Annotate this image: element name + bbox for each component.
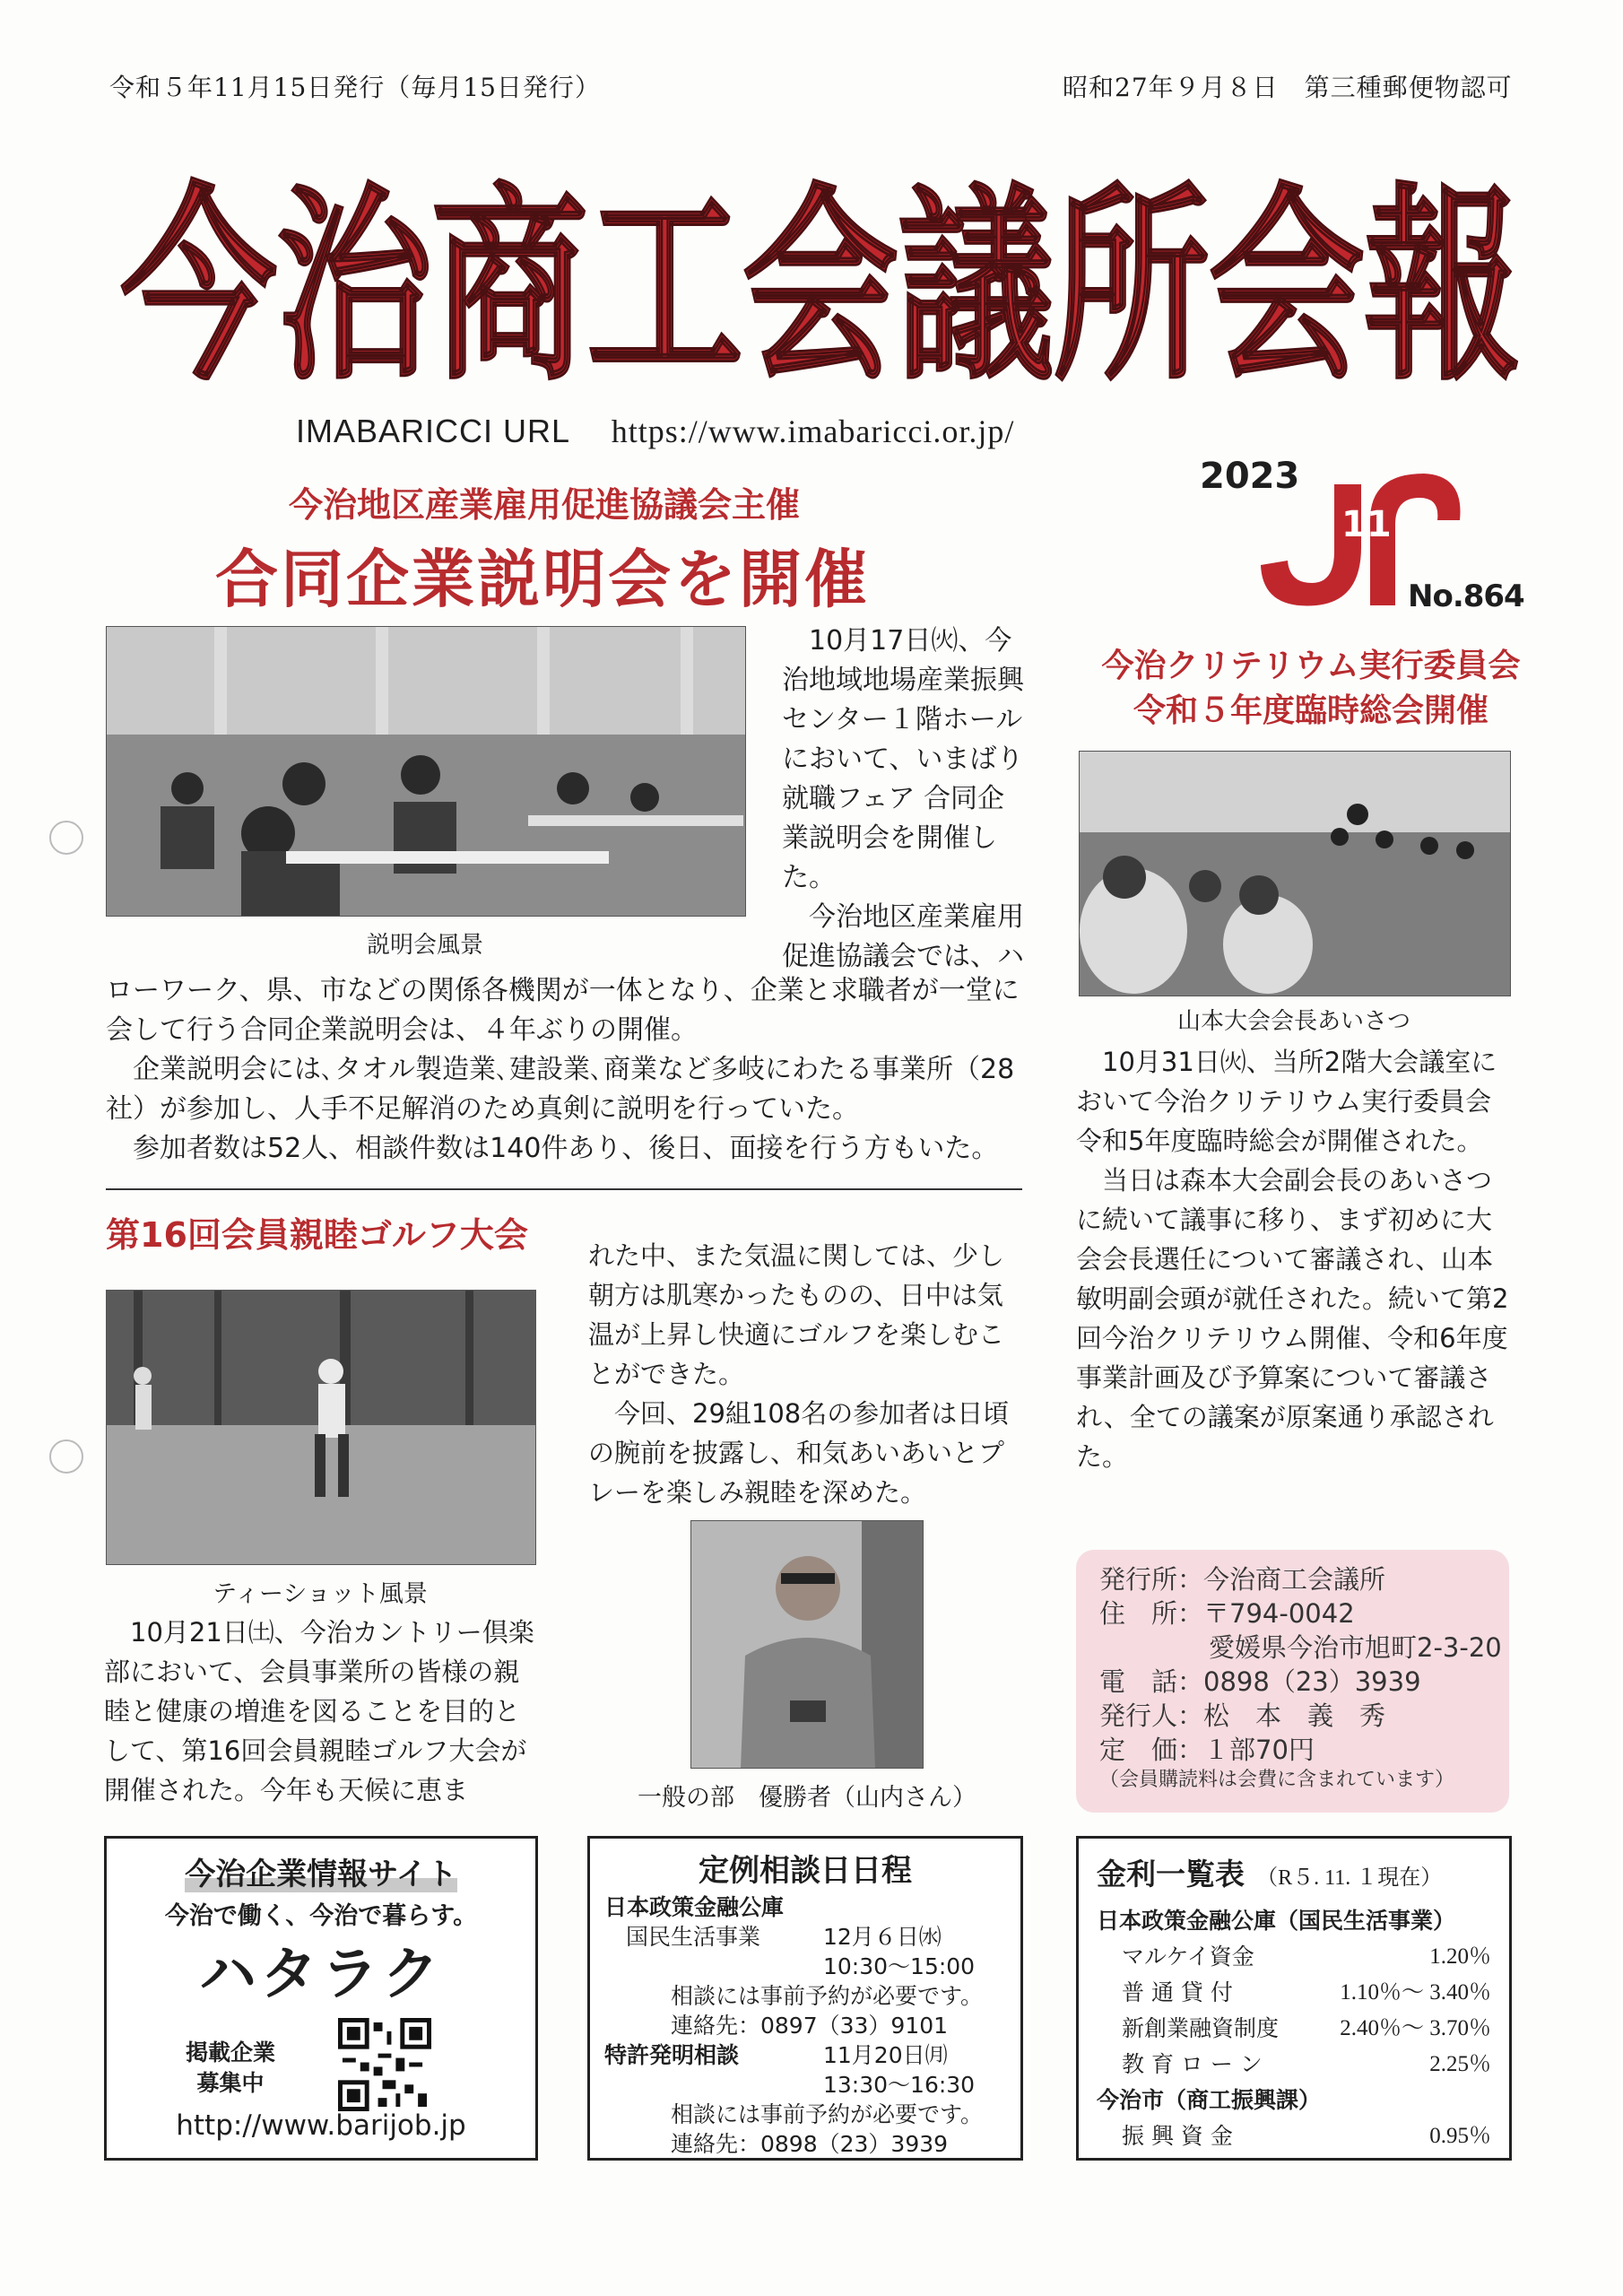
- consult-schedule-box: [587, 1836, 1023, 2161]
- rate-row: マルケイ資金 1.20％: [1122, 1944, 1491, 1970]
- consult-contact: 連絡先：0897（33）9101: [671, 2013, 949, 2039]
- issue-month: 11: [1341, 504, 1392, 545]
- criterium-title-line-2: 令和５年度臨時総会開催: [1133, 692, 1488, 729]
- url-label: IMABARICCI URL: [296, 413, 569, 449]
- golf-photo: [106, 1290, 536, 1565]
- fair-subtitle: 今治地区産業雇用促進協議会主催: [289, 485, 801, 525]
- golf-paragraph-3: 今回、29組108名の参加者は日頃の腕前を披露し、和気あいあいとプレーを楽しみ親睦を深めた。: [588, 1398, 1010, 1508]
- consult-title: 定例相談日日程: [699, 1853, 912, 1889]
- publisher-row: 住 所：〒794-0042: [1099, 1598, 1355, 1629]
- issue-date: 令和５年11月15日発行（毎月15日発行）: [109, 73, 601, 102]
- consult-list: [604, 1892, 1008, 2159]
- consult-time: 13:30～16:30: [823, 2072, 976, 2098]
- fair-line-3: 企業説明会には､タオル製造業､建設業､商業など多岐にわたる事業所（28: [133, 1054, 1015, 1085]
- postal-permit: 昭和27年９月８日 第三種郵便物認可: [1063, 73, 1513, 102]
- punch-hole-lower: [49, 1439, 83, 1474]
- publisher-row: 愛媛県今治市旭町2-3-20: [1209, 1632, 1502, 1663]
- golf-winner-photo: [690, 1520, 924, 1769]
- masthead-title-text: 今治商工会議所会報: [121, 166, 1520, 408]
- section-divider: [106, 1188, 1022, 1190]
- qr-code-icon[interactable]: [338, 2018, 431, 2111]
- rates-group-1: 日本政策金融公庫（国民生活事業）: [1097, 1908, 1456, 1934]
- hataraku-ad[interactable]: [104, 1836, 538, 2161]
- hataraku-brand: ハタラク: [199, 1942, 443, 2008]
- golf-right-text: [588, 1236, 1024, 1512]
- hataraku-heading: 今治企業情報サイト: [185, 1857, 457, 1892]
- publisher-row: 定 価：１部70円: [1099, 1735, 1315, 1765]
- criterium-title: [1069, 644, 1553, 734]
- fair-line-5: 参加者数は52人、相談件数は140件あり、後日、面接を行う方もいた。: [133, 1133, 999, 1164]
- fair-body: [106, 971, 1029, 1169]
- rate-row: 教 育 ロ ー ン 2.25％: [1122, 2051, 1491, 2077]
- golf-left-text: [104, 1613, 540, 1810]
- criterium-paragraph-2: 当日は森本大会副会長のあいさつに続いて議事に移り、まず初めに大会会長選任について審議され、山本敏明副会頭が就任された。続いて第2回今治クリテリウム開催、令和6年度事業計画及び予算案について審議され、全ての議案が原案通り承認された。: [1076, 1165, 1509, 1472]
- publisher-box: [1076, 1550, 1509, 1813]
- publisher-note: （会員購読料は会費に含まれています）: [1099, 1769, 1455, 1791]
- consult-time: 10:30～15:00: [823, 1953, 976, 1979]
- consult-contact: 連絡先：0898（23）3939: [671, 2131, 949, 2157]
- fair-side-text: [782, 622, 1026, 977]
- fair-paragraph-1: 10月17日㈫、今治地域地場産業振興センター１階ホールにおいて、いまばり就職フェア 合同企業説明会を開催した。: [782, 625, 1024, 893]
- consult-org: 日本政策金融公庫: [604, 1894, 785, 1920]
- consult-row: 国民生活事業 12月６日㈬: [626, 1924, 942, 1950]
- fair-title: 合同企業説明会を開催: [215, 542, 870, 616]
- fair-line-1: ローワーク、県、市などの関係各機関が一体となり、企業と求職者が一堂に: [106, 975, 1020, 1006]
- rates-asof: （R５. 11. １現在）: [1256, 1866, 1443, 1890]
- criterium-body: [1076, 1042, 1514, 1476]
- fair-paragraph-2: 今治地区産業雇用促進協議会では、ハ: [782, 901, 1024, 972]
- publisher-row: 電 話：0898（23）3939: [1099, 1666, 1421, 1697]
- rate-row: 新創業融資制度 2.40％～ 3.70％: [1122, 2015, 1491, 2041]
- rates-title: 金利一覧表: [1097, 1857, 1245, 1892]
- fair-photo: [106, 626, 746, 917]
- rates-table: [1097, 1903, 1491, 2154]
- punch-hole-upper: [49, 821, 83, 855]
- publisher-row: 発行所：今治商工会議所: [1099, 1564, 1386, 1595]
- criterium-photo-caption: 山本大会会長あいさつ: [1176, 1008, 1410, 1035]
- interest-rates-box: [1076, 1836, 1512, 2161]
- rates-header: [1097, 1851, 1442, 1893]
- consult-note: 相談には事前予約が必要です。: [671, 1983, 984, 2009]
- criterium-title-line-1: 今治クリテリウム実行委員会: [1101, 648, 1521, 684]
- rate-row: 振 興 資 金 0.95％: [1122, 2123, 1491, 2149]
- fair-line-2: 会して行う合同企業説明会は、４年ぶりの開催。: [106, 1014, 698, 1046]
- golf-paragraph-2: れた中、また気温に関しては、少し朝方は肌寒かったものの、日中は気温が上昇し快適にゴルフを楽しむことができた。: [588, 1240, 1005, 1389]
- hataraku-recruit: 掲載企業 募集中: [186, 2039, 276, 2096]
- criterium-photo: [1079, 751, 1511, 996]
- publisher-row: 発行人：松 本 義 秀: [1099, 1700, 1386, 1731]
- issue-number: No.864: [1408, 578, 1524, 614]
- hataraku-url[interactable]: http://www.barijob.jp: [176, 2109, 466, 2142]
- consult-row: 特許発明相談 11月20日㈪: [604, 2042, 948, 2068]
- issue-year: 2023: [1200, 456, 1300, 497]
- golf-photo-caption: ティーショット風景: [213, 1580, 428, 1608]
- golf-winner-caption: 一般の部 優勝者（山内さん）: [638, 1784, 976, 1812]
- hataraku-tagline: 今治で働く、今治で暮らす。: [164, 1902, 478, 1930]
- fair-photo-caption: 説明会風景: [366, 932, 483, 959]
- url-link[interactable]: https://www.imabaricci.or.jp/: [611, 413, 1015, 449]
- consult-note: 相談には事前予約が必要です。: [671, 2101, 984, 2127]
- criterium-paragraph-1: 10月31日㈫、当所2階大会議室において今治クリテリウム実行委員会令和5年度臨時総会が開催された。: [1076, 1047, 1497, 1156]
- rates-group-2: 今治市（商工振興課）: [1097, 2087, 1322, 2113]
- masthead-title: [117, 106, 1524, 420]
- fair-line-4: 社）が参加し、人手不足解消のため真剣に説明を行っていた。: [106, 1093, 859, 1125]
- golf-paragraph-1: 10月21日㈯、今治カントリー倶楽部において、会員事業所の皆様の親睦と健康の増進を図ることを目的として、第16回会員親睦ゴルフ大会が開催された。今年も天候に恵ま: [104, 1617, 534, 1805]
- site-url[interactable]: [296, 413, 1014, 450]
- golf-title: 第16回会員親睦ゴルフ大会: [106, 1215, 528, 1255]
- rate-row: 普 通 貸 付 1.10％～ 3.40％: [1122, 1979, 1491, 2005]
